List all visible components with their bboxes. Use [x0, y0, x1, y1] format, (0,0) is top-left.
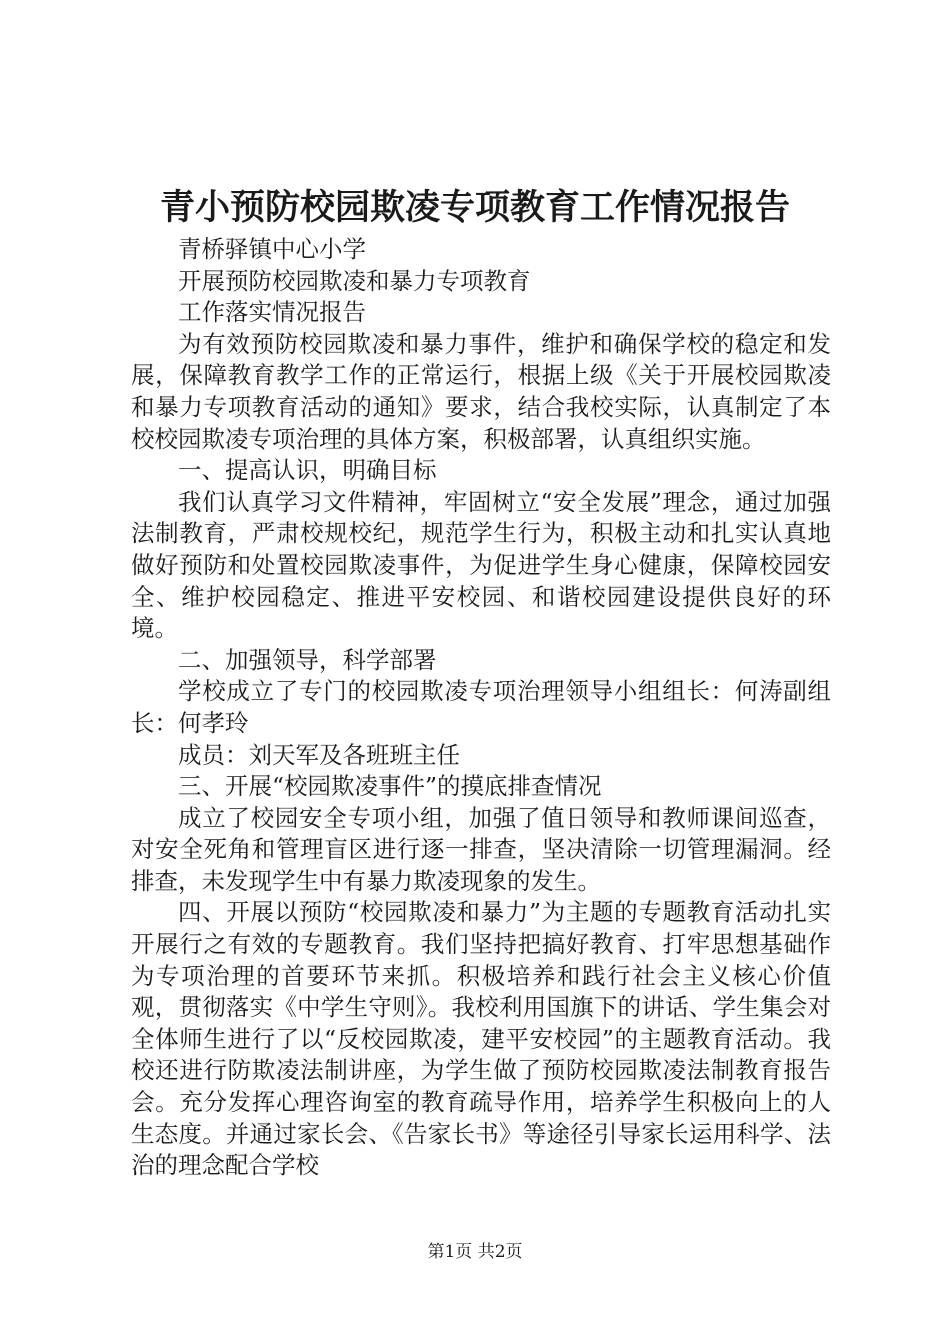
paragraph-school-name: 青桥驿镇中心小学	[178, 235, 366, 263]
paragraph-section-4: 四、开展以预防“校园欺凌和暴力”为主题的专题教育活动扎实开展行之有效的专题教育。我们坚持把搞好教育、打牢思想基础作为专项治理的首要环节来抓。积极培养和践行社会主义核心价值观，贯彻落实《中学生守则》。我校利用国旗下的讲话、学生集会对全体师生进行了以“反校园欺凌，建平安校园”的主题教育活动。我校还进行防欺凌法制讲座，为学生做了预防校园欺凌法制教育报告会。充分发挥心理咨询室的教育疏导作用，培养学生积极向上的人生态度。并通过家长会、《告家长书》等途径引导家长运用科学、法治的理念配合学校	[131, 898, 831, 1180]
section-heading-2: 二、加强领导，科学部署	[178, 645, 437, 674]
paragraph-introduction: 为有效预防校园欺凌和暴力事件，维护和确保学校的稳定和发展，保障教育教学工作的正常运行，根据上级《关于开展校园欺凌和暴力专项教育活动的通知》要求，结合我校实际，认真制定了本校校园欺凌专项治理的具体方案，积极部署，认真组织实施。	[131, 329, 831, 453]
paragraph-subtitle-line-1: 开展预防校园欺凌和暴力专项教育	[178, 266, 531, 295]
section-heading-1: 一、提高认识，明确目标	[178, 456, 437, 485]
paragraph-subtitle-line-2: 工作落实情况报告	[178, 298, 366, 327]
document-body	[131, 234, 831, 1182]
section-heading-3: 三、开展“校园欺凌事件”的摸底排查情况	[178, 772, 602, 801]
paragraph-leadership-group: 学校成立了专门的校园欺凌专项治理领导小组组长：何涛副组长：何孝玲	[131, 677, 831, 737]
paragraph-section-3: 成立了校园安全专项小组，加强了值日领导和教师课间巡查，对安全死角和管理盲区进行逐一排查，坚决清除一切管理漏洞。经排查，未发现学生中有暴力欺凌现象的发生。	[131, 803, 831, 895]
document-title: 青小预防校园欺凌专项教育工作情况报告	[159, 187, 790, 228]
paragraph-section-1: 我们认真学习文件精神，牢固树立“安全发展”理念，通过加强法制教育，严肃校规校纪，规范学生行为，积极主动和扎实认真地做好预防和处置校园欺凌事件，为促进学生身心健康，保障校园安全、维护校园稳定、推进平安校园、和谐校园建设提供良好的环境。	[131, 487, 831, 643]
page-footer: 第1页 共2页	[427, 1242, 523, 1262]
paragraph-members: 成员：刘天军及各班班主任	[178, 740, 460, 769]
